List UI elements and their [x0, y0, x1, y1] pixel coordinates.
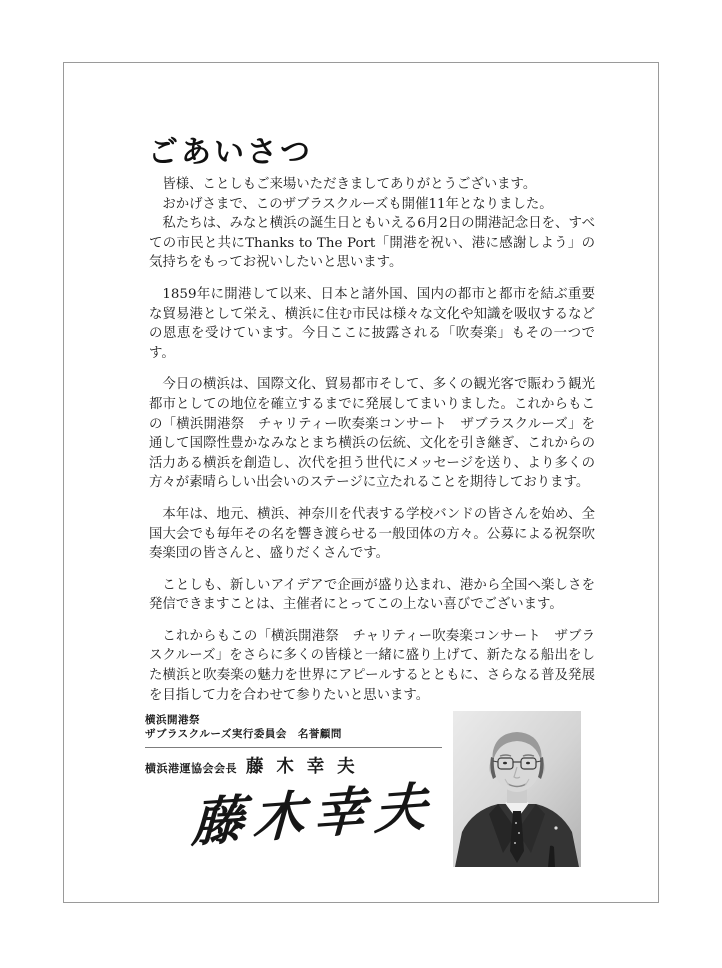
calligraphic-signature: 藤木幸夫	[190, 775, 437, 855]
body-paragraph: 本年は、地元、横浜、神奈川を代表する学校バンドの皆さんを始め、全国大会でも毎年その名を響き渡らせる一般団体の方々。公募による祝祭吹奏楽団の皆さんと、盛りだくさんです。	[149, 506, 595, 562]
greeting-body	[149, 175, 595, 705]
body-paragraph: ことしも、新しいアイデアで企画が盛り込まれ、港から全国へ楽しさを発信できますことは、主催者にとってこの上ない喜びでございます。	[149, 577, 595, 613]
intro-sentence: 私たちは、みなと横浜の誕生日ともいえる6月2日の開港記念日を、すべての市民と共にThanks to The Port「開港を祝い、港に感謝しよう」の気持ちをもってお祝いしたいと思います。	[149, 216, 595, 271]
organization-line: ザブラスクルーズ実行委員会 名誉顧問	[145, 728, 342, 740]
body-paragraph: これからもこの「横浜開港祭 チャリティー吹奏楽コンサート ザブラスクルーズ」をさらに多くの皆様と一緒に盛り上げて、新たなる船出をした横浜と吹奏楽の魅力を世界にアピールするとともに、さらなる普及発展を目指して力を合わせて参りたいと思います。	[149, 628, 595, 703]
signoff-divider	[145, 747, 442, 748]
page-frame	[63, 62, 659, 903]
author-role: 横浜港運協会会長	[145, 763, 237, 775]
intro-sentence: 皆様、ことしもご来場いただきましてありがとうございます。	[162, 177, 537, 192]
organization-line: 横浜開港祭	[145, 714, 200, 726]
body-paragraph: 1859年に開港して以来、日本と諸外国、国内の都市と都市を結ぶ重要な貿易港として栄え、横浜に住む市民は様々な文化や知識を吸収するなどの恩恵を受けています。今日ここに披露される「吹奏楽」もその一つです。	[149, 286, 595, 361]
author-name: 藤 木 幸 夫	[246, 756, 359, 776]
portrait-photo-illustration	[453, 711, 581, 867]
portrait-photo	[453, 711, 581, 867]
page-title: ごあいさつ	[148, 135, 313, 170]
body-paragraph: 今日の横浜は、国際文化、貿易都市そして、多くの観光客で賑わう観光都市としての地位を確立するまでに発展してまいりました。これからもこの「横浜開港祭 チャリティー吹奏楽コンサート ザブラスクルーズ」を通して国際性豊かなみなとまち横浜の伝統、文化を引き継ぎ、これからの活力ある横浜を創造し、次代を担う世代にメッセージを送り、より多くの方々が素晴らしい出会いのステージに立たれることを期待しております。	[149, 377, 595, 491]
intro-sentence: おかげさまで、このザブラスクルーズも開催11年となりました。	[162, 196, 553, 212]
